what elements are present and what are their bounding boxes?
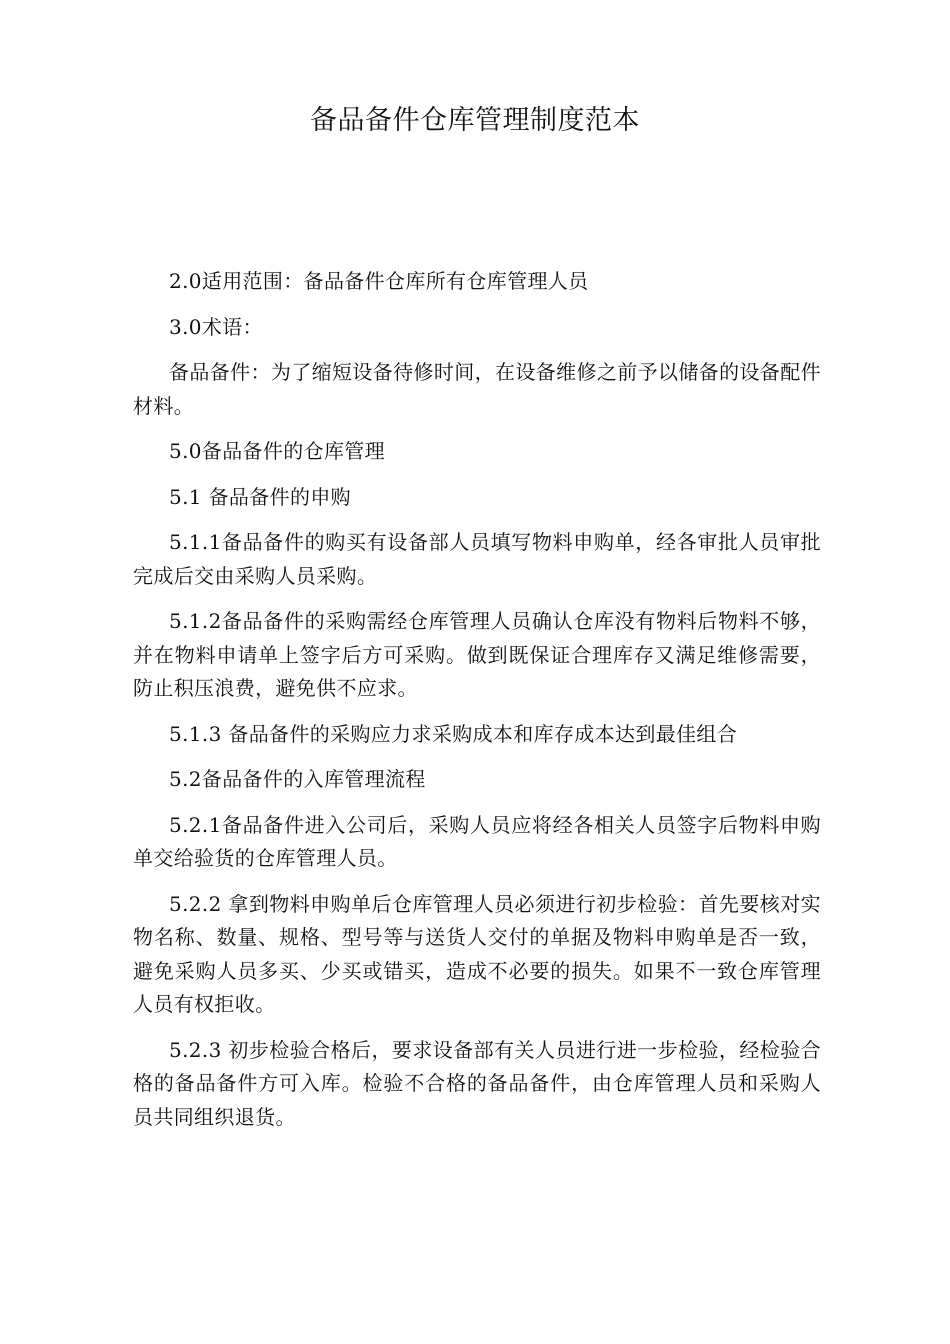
paragraph-5-1-1: 5.1.1备品备件的购买有设备部人员填写物料申购单，经各审批人员审批完成后交由采购人员采购。	[133, 530, 821, 588]
paragraph-5-2-2: 5.2.2 拿到物料申购单后仓库管理人员必须进行初步检验：首先要核对实物名称、数量、规格、型号等与送货人交付的单据及物料申购单是否一致，避免采购人员多买、少买或错买，造成不必要的损失。如果不一致仓库管理人员有权拒收。	[133, 891, 821, 1016]
paragraph-5-2-1: 5.2.1备品备件进入公司后，采购人员应将经各相关人员签字后物料申购单交给验货的仓库管理人员。	[133, 812, 821, 870]
paragraph-purchase-request-heading: 5.1 备品备件的申购	[169, 484, 352, 509]
paragraph-scope: 2.0适用范围：备品备件仓库所有仓库管理人员	[169, 269, 589, 293]
document-body	[133, 265, 821, 1146]
paragraph-warehouse-management-heading: 5.0备品备件的仓库管理	[169, 439, 386, 463]
paragraph-receiving-process-heading: 5.2备品备件的入库管理流程	[169, 767, 426, 791]
paragraph-spare-parts-definition: 备品备件：为了缩短设备待修时间，在设备维修之前予以储备的设备配件材料。	[133, 360, 821, 418]
paragraph-5-1-2: 5.1.2备品备件的采购需经仓库管理人员确认仓库没有物料后物料不够，并在物料申请单上签字后方可采购。做到既保证合理库存又满足维修需要，防止积压浪费，避免供不应求。	[133, 609, 821, 700]
paragraph-5-2-3: 5.2.3 初步检验合格后，要求设备部有关人员进行进一步检验，经检验合格的备品备件方可入库。检验不合格的备品备件，由仓库管理人员和采购人员共同组织退货。	[133, 1037, 821, 1129]
paragraph-5-1-3: 5.1.3 备品备件的采购应力求采购成本和库存成本达到最佳组合	[169, 721, 738, 746]
document-title: 备品备件仓库管理制度范本	[310, 105, 640, 136]
paragraph-terms-heading: 3.0术语：	[169, 314, 263, 339]
